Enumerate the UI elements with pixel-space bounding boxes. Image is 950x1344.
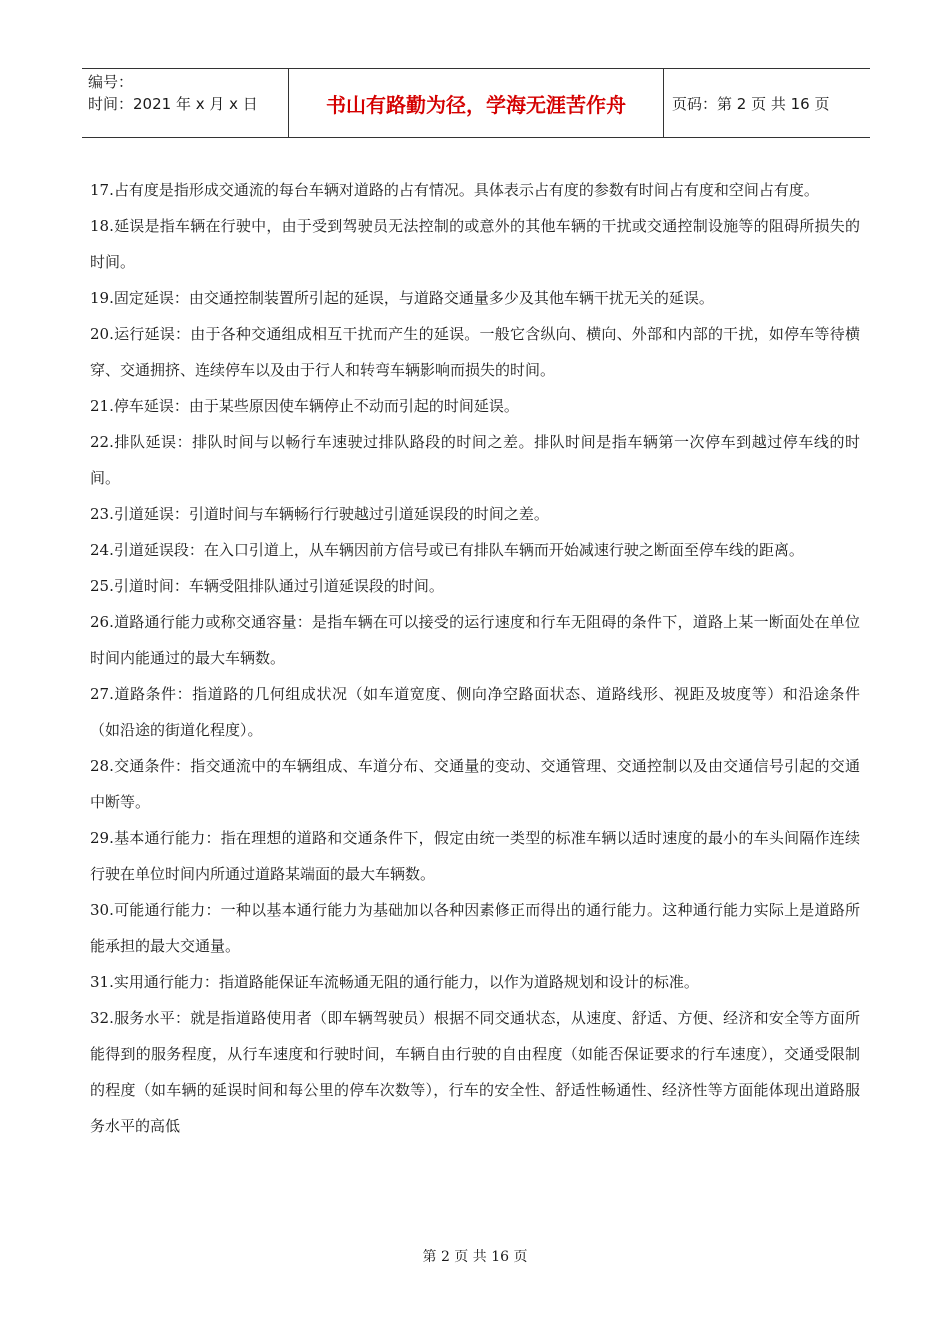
page-footer: 第 2 页 共 16 页 <box>422 1249 528 1265</box>
header-page-label: 页码：第 2 页 共 16 页 <box>672 94 830 113</box>
page-header <box>82 68 870 138</box>
header-motto: 书山有路勤为径，学海无涯苦作舟 <box>289 69 664 137</box>
paragraph: 20.运行延误：由于各种交通组成相互干扰而产生的延误。一般它含纵向、横向、外部和内部的干扰，如停车等待横穿、交通拥挤、连续停车以及由于行人和转弯车辆影响而损失的时间。 <box>90 325 860 379</box>
paragraph: 23.引道延误：引道时间与车辆畅行行驶越过引道延误段的时间之差。 <box>90 505 549 523</box>
paragraph: 18.延误是指车辆在行驶中，由于受到驾驶员无法控制的或意外的其他车辆的干扰或交通控制设施等的阻碍所损失的时间。 <box>90 217 860 271</box>
paragraph: 24.引道延误段：在入口引道上，从车辆因前方信号或已有排队车辆而开始减速行驶之断面至停车线的距离。 <box>90 541 804 559</box>
number-label: 编号： <box>88 73 134 91</box>
paragraph: 31.实用通行能力：指道路能保证车流畅通无阻的通行能力，以作为道路规划和设计的标准。 <box>90 973 699 991</box>
paragraph: 29.基本通行能力：指在理想的道路和交通条件下，假定由统一类型的标准车辆以适时速度的最小的车头间隔作连续行驶在单位时间内所通过道路某端面的最大车辆数。 <box>90 829 860 883</box>
document-body <box>90 172 860 1144</box>
paragraph: 21.停车延误：由于某些原因使车辆停止不动而引起的时间延误。 <box>90 397 519 415</box>
paragraph: 19.固定延误：由交通控制装置所引起的延误，与道路交通量多少及其他车辆干扰无关的延误。 <box>90 289 714 307</box>
paragraph: 27.道路条件：指道路的几何组成状况（如车道宽度、侧向净空路面状态、道路线形、视距及坡度等）和沿途条件（如沿途的街道化程度）。 <box>90 685 860 739</box>
paragraph: 17.占有度是指形成交通流的每台车辆对道路的占有情况。具体表示占有度的参数有时间占有度和空间占有度。 <box>90 181 819 199</box>
paragraph: 26.道路通行能力或称交通容量：是指车辆在可以接受的运行速度和行车无阻碍的条件下，道路上某一断面处在单位时间内能通过的最大车辆数。 <box>90 613 860 667</box>
date-label: 时间：2021 年 x 月 x 日 <box>88 95 258 113</box>
paragraph: 30.可能通行能力：一种以基本通行能力为基础加以各种因素修正而得出的通行能力。这种通行能力实际上是道路所能承担的最大交通量。 <box>90 901 860 955</box>
paragraph: 28.交通条件：指交通流中的车辆组成、车道分布、交通量的变动、交通管理、交通控制以及由交通信号引起的交通中断等。 <box>90 757 860 811</box>
header-meta <box>82 69 289 137</box>
paragraph: 25.引道时间：车辆受阻排队通过引道延误段的时间。 <box>90 577 444 595</box>
paragraph: 22.排队延误：排队时间与以畅行车速驶过排队路段的时间之差。排队时间是指车辆第一次停车到越过停车线的时间。 <box>90 433 860 487</box>
paragraph: 32.服务水平：就是指道路使用者（即车辆驾驶员）根据不同交通状态，从速度、舒适、方便、经济和安全等方面所能得到的服务程度，从行车速度和行驶时间，车辆自由行驶的自由程度（如能否保证要求的行车速度），交通受限制的程度（如车辆的延误时间和每公里的停车次数等），行车的安全性、舒适性畅通性、经济性等方面能体现出道路服务水平的高低 <box>90 1009 860 1135</box>
